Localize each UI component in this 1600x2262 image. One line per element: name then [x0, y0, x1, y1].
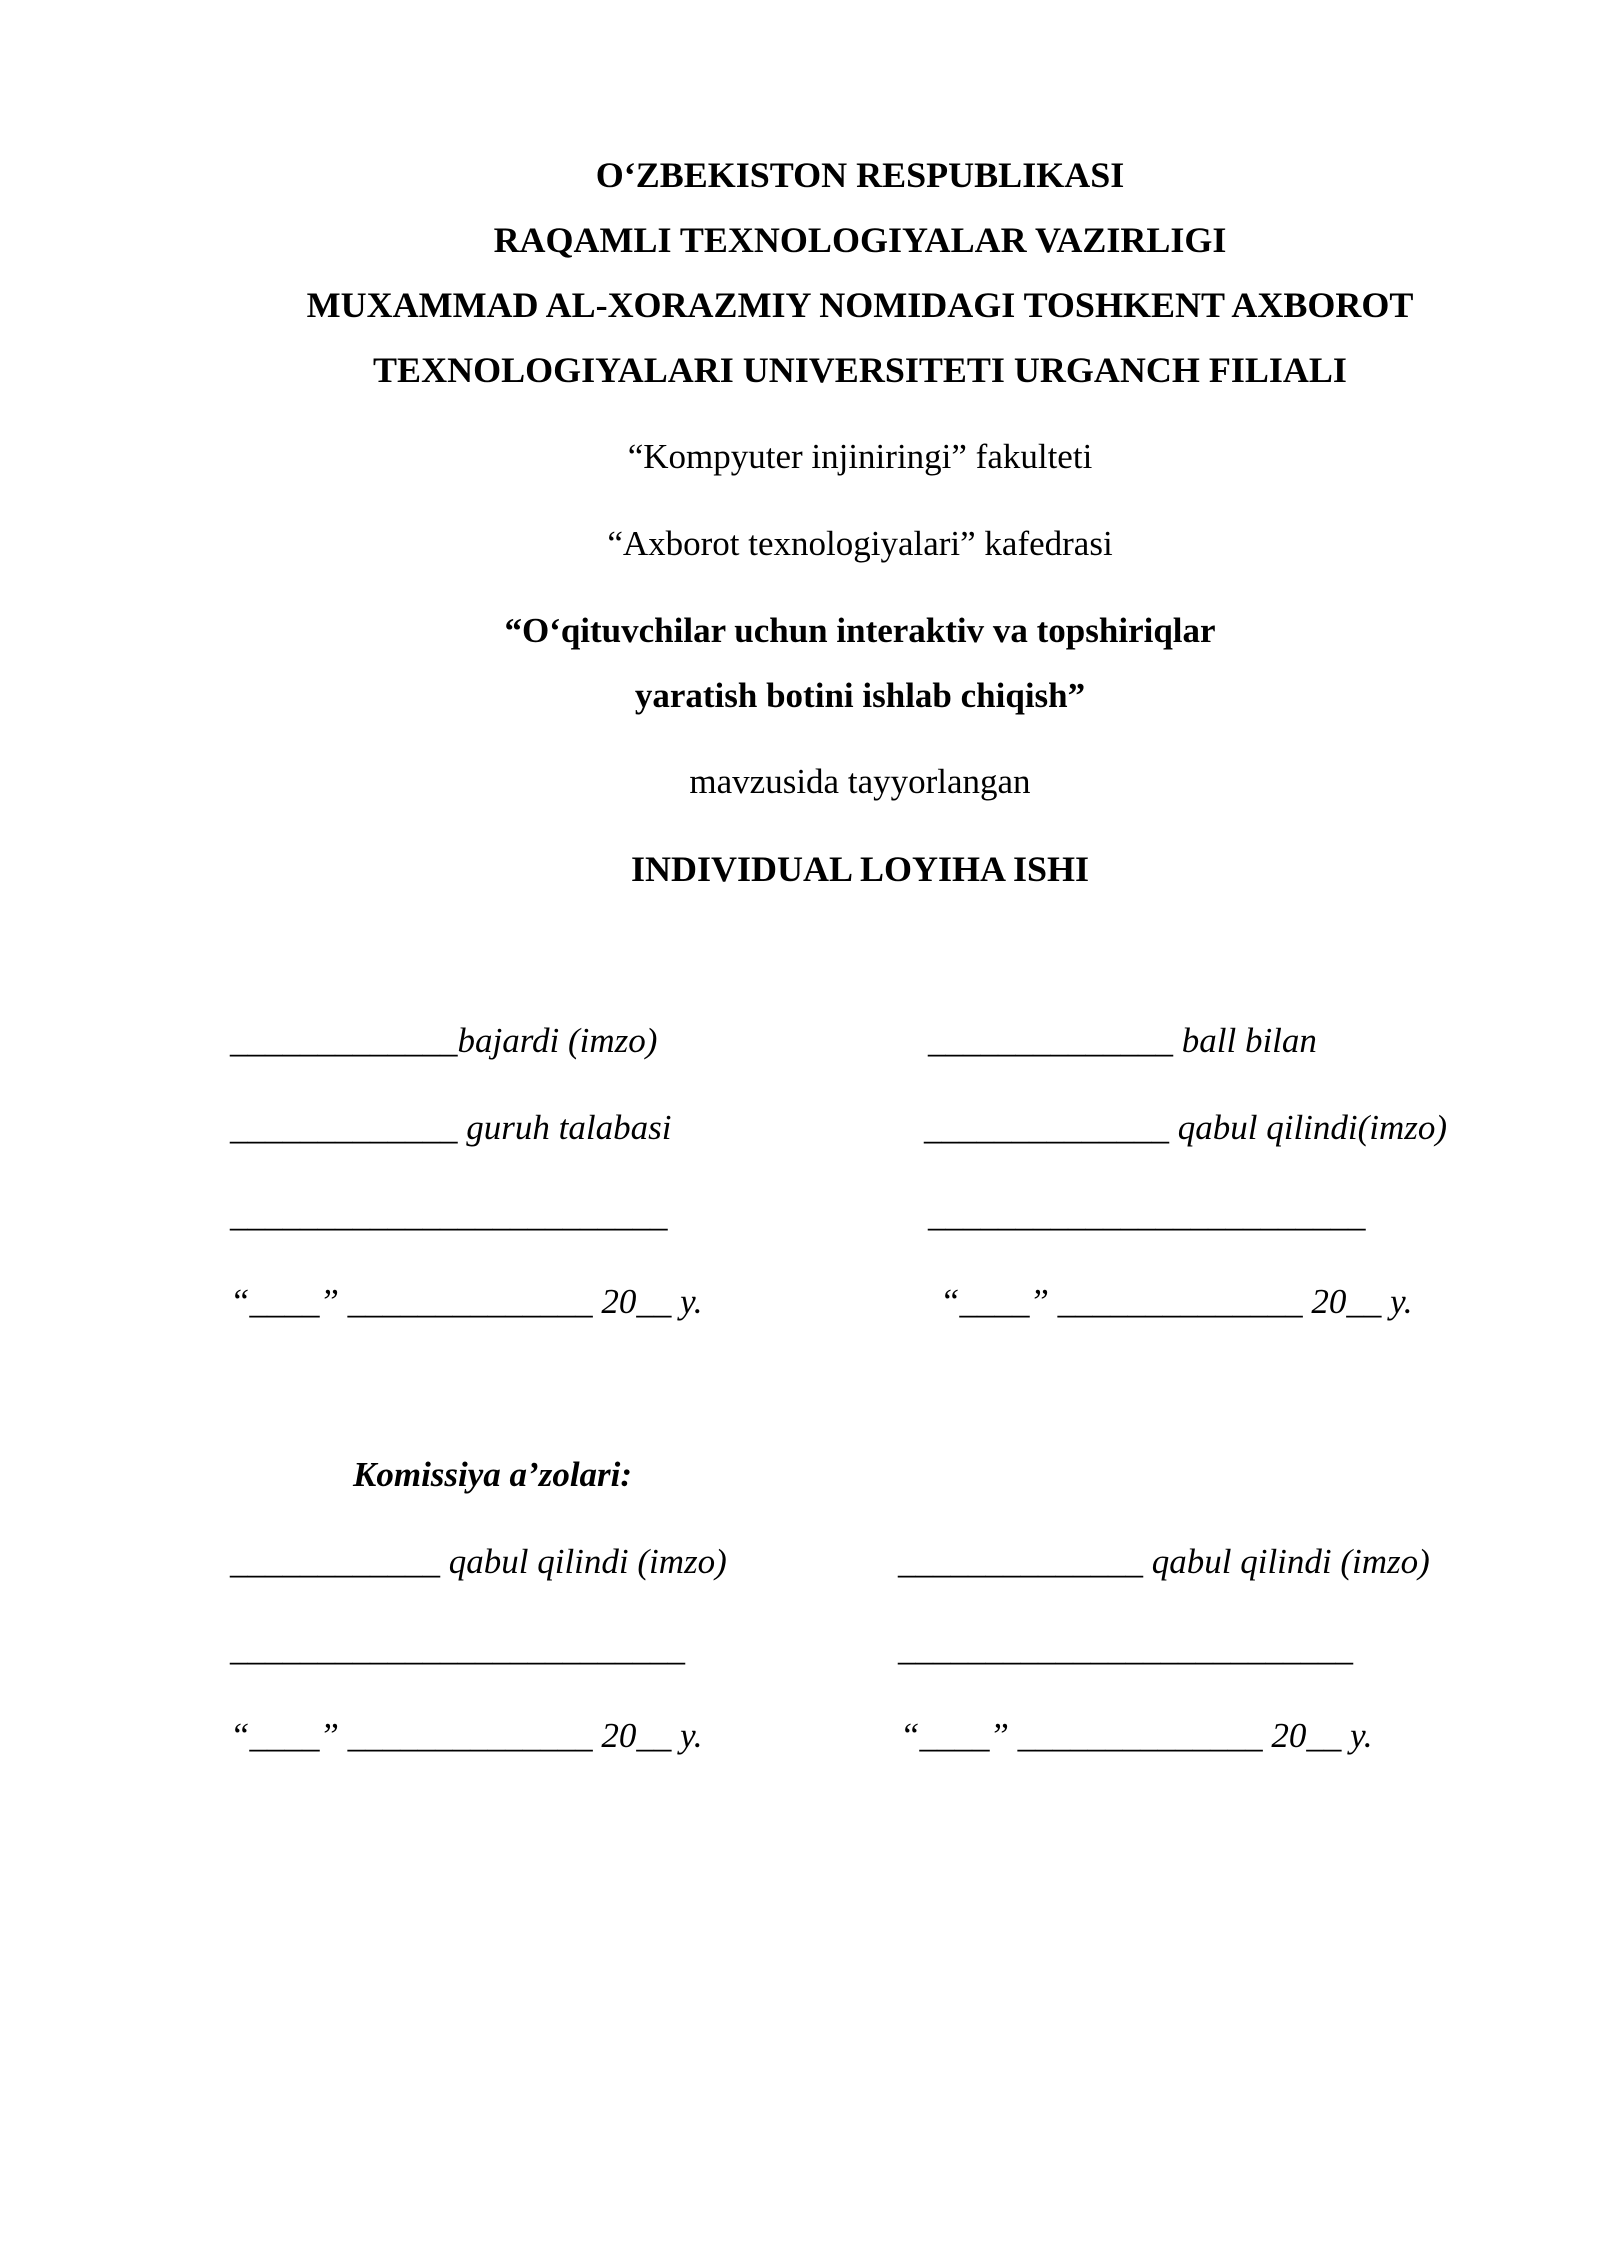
topic-line-2: yaratish botini ishlab chiqish”	[634, 676, 1086, 715]
prepared-on-line: mavzusida tayyorlangan	[689, 762, 1031, 801]
committee-right-name-line: __________________________	[898, 1629, 1353, 1668]
committee-right-date-line: “____” ______________ 20__ y.	[900, 1716, 1373, 1755]
grader-accepted-line: ______________ qabul qilindi(imzo)	[924, 1108, 1448, 1147]
student-performed-line: _____________bajardi (imzo)	[230, 1021, 658, 1060]
grader-score-line: ______________ ball bilan	[928, 1021, 1317, 1060]
topic-line-1: “O‘qituvchilar uchun interaktiv va topshiriqlar	[504, 611, 1216, 650]
document-type: INDIVIDUAL LOYIHA ISHI	[630, 849, 1090, 889]
grader-date-line: “____” ______________ 20__ y.	[940, 1282, 1413, 1321]
committee-left-accepted-line: ____________ qabul qilindi (imzo)	[230, 1542, 727, 1581]
committee-left-date-line: “____” ______________ 20__ y.	[230, 1716, 703, 1755]
committee-left-name-line: __________________________	[230, 1629, 685, 1668]
student-group-line: _____________ guruh talabasi	[230, 1108, 672, 1147]
committee-right-accepted-line: ______________ qabul qilindi (imzo)	[898, 1542, 1430, 1581]
student-date-line: “____” ______________ 20__ y.	[230, 1282, 703, 1321]
faculty-line: “Kompyuter injiniringi” fakulteti	[627, 437, 1093, 476]
department-line: “Axborot texnologiyalari” kafedrasi	[607, 524, 1113, 563]
committee-title: Komissiya a’zolari:	[353, 1455, 633, 1494]
header-line-3: MUXAMMAD AL-XORAZMIY NOMIDAGI TOSHKENT AXBOROT	[306, 285, 1414, 325]
header-line-2: RAQAMLI TEXNOLOGIYALAR VAZIRLIGI	[493, 220, 1227, 260]
grader-name-line: _________________________	[928, 1195, 1366, 1234]
header-line-1: O‘ZBEKISTON RESPUBLIKASI	[595, 155, 1125, 195]
student-name-line: _________________________	[230, 1195, 668, 1234]
header-line-4: TEXNOLOGIYALARI UNIVERSITETI URGANCH FILIALI	[373, 350, 1347, 390]
